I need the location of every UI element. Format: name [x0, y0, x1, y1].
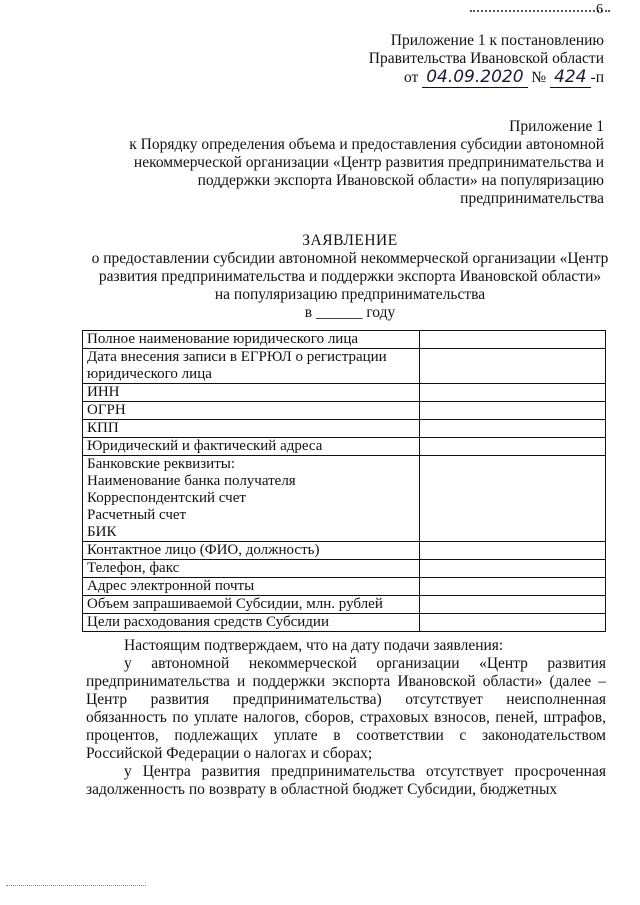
- field-label: КПП: [83, 420, 420, 438]
- field-value[interactable]: [420, 578, 606, 596]
- field-label: Полное наименование юридического лица: [83, 331, 420, 349]
- body-paragraph-1: Настоящим подтверждаем, что на дату подачи заявления:: [124, 637, 504, 654]
- title-line-2: развития предпринимательства и поддержки экспорта Ивановской области»: [98, 268, 602, 285]
- field-label: Цели расходования средств Субсидии: [83, 614, 420, 632]
- title-line-3: на популяризацию предпринимательства: [214, 286, 486, 303]
- table-row: [83, 614, 606, 632]
- field-label: Телефон, факс: [83, 560, 420, 578]
- appendix-title: Приложение 1: [509, 118, 604, 135]
- year-line: в ______ году: [304, 304, 396, 321]
- field-value[interactable]: [420, 542, 606, 560]
- title-line-1: о предоставлении субсидии автономной некоммерческой организации «Центр: [91, 250, 609, 267]
- document-title-block: [60, 232, 640, 322]
- scan-artifact-bottom: [6, 885, 146, 887]
- appendix-header: [114, 118, 604, 208]
- number-suffix: -п: [590, 69, 604, 86]
- header-date-line: [369, 68, 604, 87]
- table-row: [83, 349, 606, 384]
- table-row: [83, 438, 606, 456]
- table-row: [83, 596, 606, 614]
- document-title: ЗАЯВЛЕНИЕ: [302, 232, 398, 249]
- field-label: Юридический и фактический адреса: [83, 438, 420, 456]
- bank-sub-label: Корреспондентский счет: [87, 490, 246, 506]
- bank-sub-label: Наименование банка получателя: [87, 473, 296, 489]
- field-label: Банковские реквизиты:: [87, 456, 236, 472]
- field-label: Объем запрашиваемой Субсидии, млн. рублей: [83, 596, 420, 614]
- field-value[interactable]: [420, 384, 606, 402]
- field-value[interactable]: [420, 349, 606, 384]
- handwritten-number: 424: [550, 67, 590, 88]
- table-row: [83, 331, 606, 349]
- body-text: [86, 637, 606, 799]
- table-row: [83, 402, 606, 420]
- handwritten-date: 04.09.2020: [422, 67, 527, 88]
- scan-artifact: [470, 10, 610, 13]
- field-value[interactable]: [420, 456, 606, 542]
- field-value[interactable]: [420, 331, 606, 349]
- table-row: [83, 456, 606, 542]
- bank-sub-label: Расчетный счет: [87, 507, 187, 523]
- number-sign: №: [531, 69, 547, 86]
- field-value[interactable]: [420, 438, 606, 456]
- field-value[interactable]: [420, 402, 606, 420]
- bank-sub-label: БИК: [87, 524, 117, 540]
- header-line-1: Приложение 1 к постановлению: [390, 32, 604, 49]
- table-row: [83, 384, 606, 402]
- field-label: Дата внесения записи в ЕГРЮЛ о регистрации юридического лица: [83, 349, 420, 384]
- body-paragraph-2: у автономной некоммерческой организации «Центр развития предпринимательства и поддержки экспорта Ивановской области» (далее – Центр развития предпринимательства) отсутствует неисполненная обязанность по уплате налогов, сборов, страховых взносов, пеней, штрафов, процентов, подлежащих уплате в соответствии с законодательством Российской Федерации о налогах и сборах;: [86, 655, 606, 762]
- table-row: [83, 578, 606, 596]
- field-label: Контактное лицо (ФИО, должность): [83, 542, 420, 560]
- field-label: Адрес электронной почты: [83, 578, 420, 596]
- appendix-text: к Порядку определения объема и предоставления субсидии автономной некоммерческой организации «Центр развития предпринимательства и поддержки экспорта Ивановской области» на популяризацию предпринимательства: [129, 136, 604, 207]
- table-row: [83, 542, 606, 560]
- date-prefix: от: [403, 69, 419, 86]
- page-number: 6: [596, 2, 603, 17]
- table-row: [83, 560, 606, 578]
- field-label: ИНН: [83, 384, 420, 402]
- header-line-2: Правительства Ивановской области: [368, 50, 604, 67]
- field-label: ОГРН: [83, 402, 420, 420]
- table-row: [83, 420, 606, 438]
- field-value[interactable]: [420, 420, 606, 438]
- bank-details-cell: [83, 456, 420, 542]
- application-form-table: [82, 330, 606, 632]
- field-value[interactable]: [420, 614, 606, 632]
- resolution-header: [369, 32, 604, 87]
- body-paragraph-3: у Центра развития предпринимательства отсутствует просроченная задолженность по возврату в областной бюджет Субсидии, бюджетных: [86, 763, 606, 798]
- field-value[interactable]: [420, 560, 606, 578]
- field-value[interactable]: [420, 596, 606, 614]
